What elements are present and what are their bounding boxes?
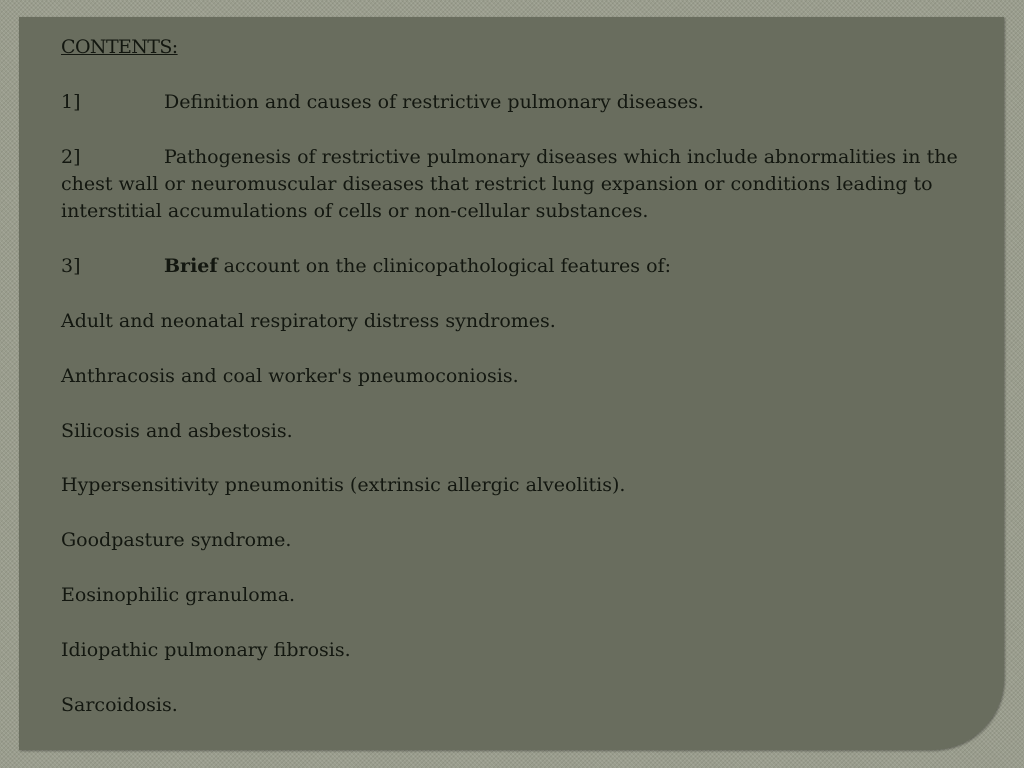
contents-item-3 bbox=[61, 253, 961, 280]
slide-content bbox=[61, 34, 961, 719]
item-bold-word: Brief bbox=[164, 255, 218, 278]
item-text: Pathogenesis of restrictive pulmonary diseases which include abnormalities in the bbox=[164, 145, 958, 168]
item-number: 2] bbox=[61, 145, 81, 168]
topic-item: Anthracosis and coal worker's pneumoconiosis. bbox=[61, 364, 519, 387]
topic-item: Eosinophilic granuloma. bbox=[61, 583, 296, 606]
contents-item-2 bbox=[61, 144, 961, 171]
item-continuation-line: interstitial accumulations of cells or non-cellular substances. bbox=[61, 200, 649, 223]
item-number: 1] bbox=[61, 90, 81, 113]
item-text: Definition and causes of restrictive pulmonary diseases. bbox=[164, 90, 705, 113]
item-continuation-line: chest wall or neuromuscular diseases that restrict lung expansion or conditions leading to bbox=[61, 173, 933, 195]
contents-heading: CONTENTS: bbox=[61, 36, 178, 58]
topic-item: Hypersensitivity pneumonitis (extrinsic allergic alveolitis). bbox=[61, 474, 626, 497]
topic-item: Idiopathic pulmonary fibrosis. bbox=[61, 638, 351, 661]
item-text: account on the clinicopathological features of: bbox=[217, 255, 671, 278]
topic-item: Goodpasture syndrome. bbox=[61, 529, 292, 552]
topic-item: Sarcoidosis. bbox=[61, 693, 178, 716]
contents-item-1 bbox=[61, 89, 961, 116]
item-number: 3] bbox=[61, 255, 81, 278]
slide-panel bbox=[19, 17, 1004, 750]
topic-item: Silicosis and asbestosis. bbox=[61, 419, 293, 442]
topic-item: Adult and neonatal respiratory distress syndromes. bbox=[61, 310, 556, 332]
